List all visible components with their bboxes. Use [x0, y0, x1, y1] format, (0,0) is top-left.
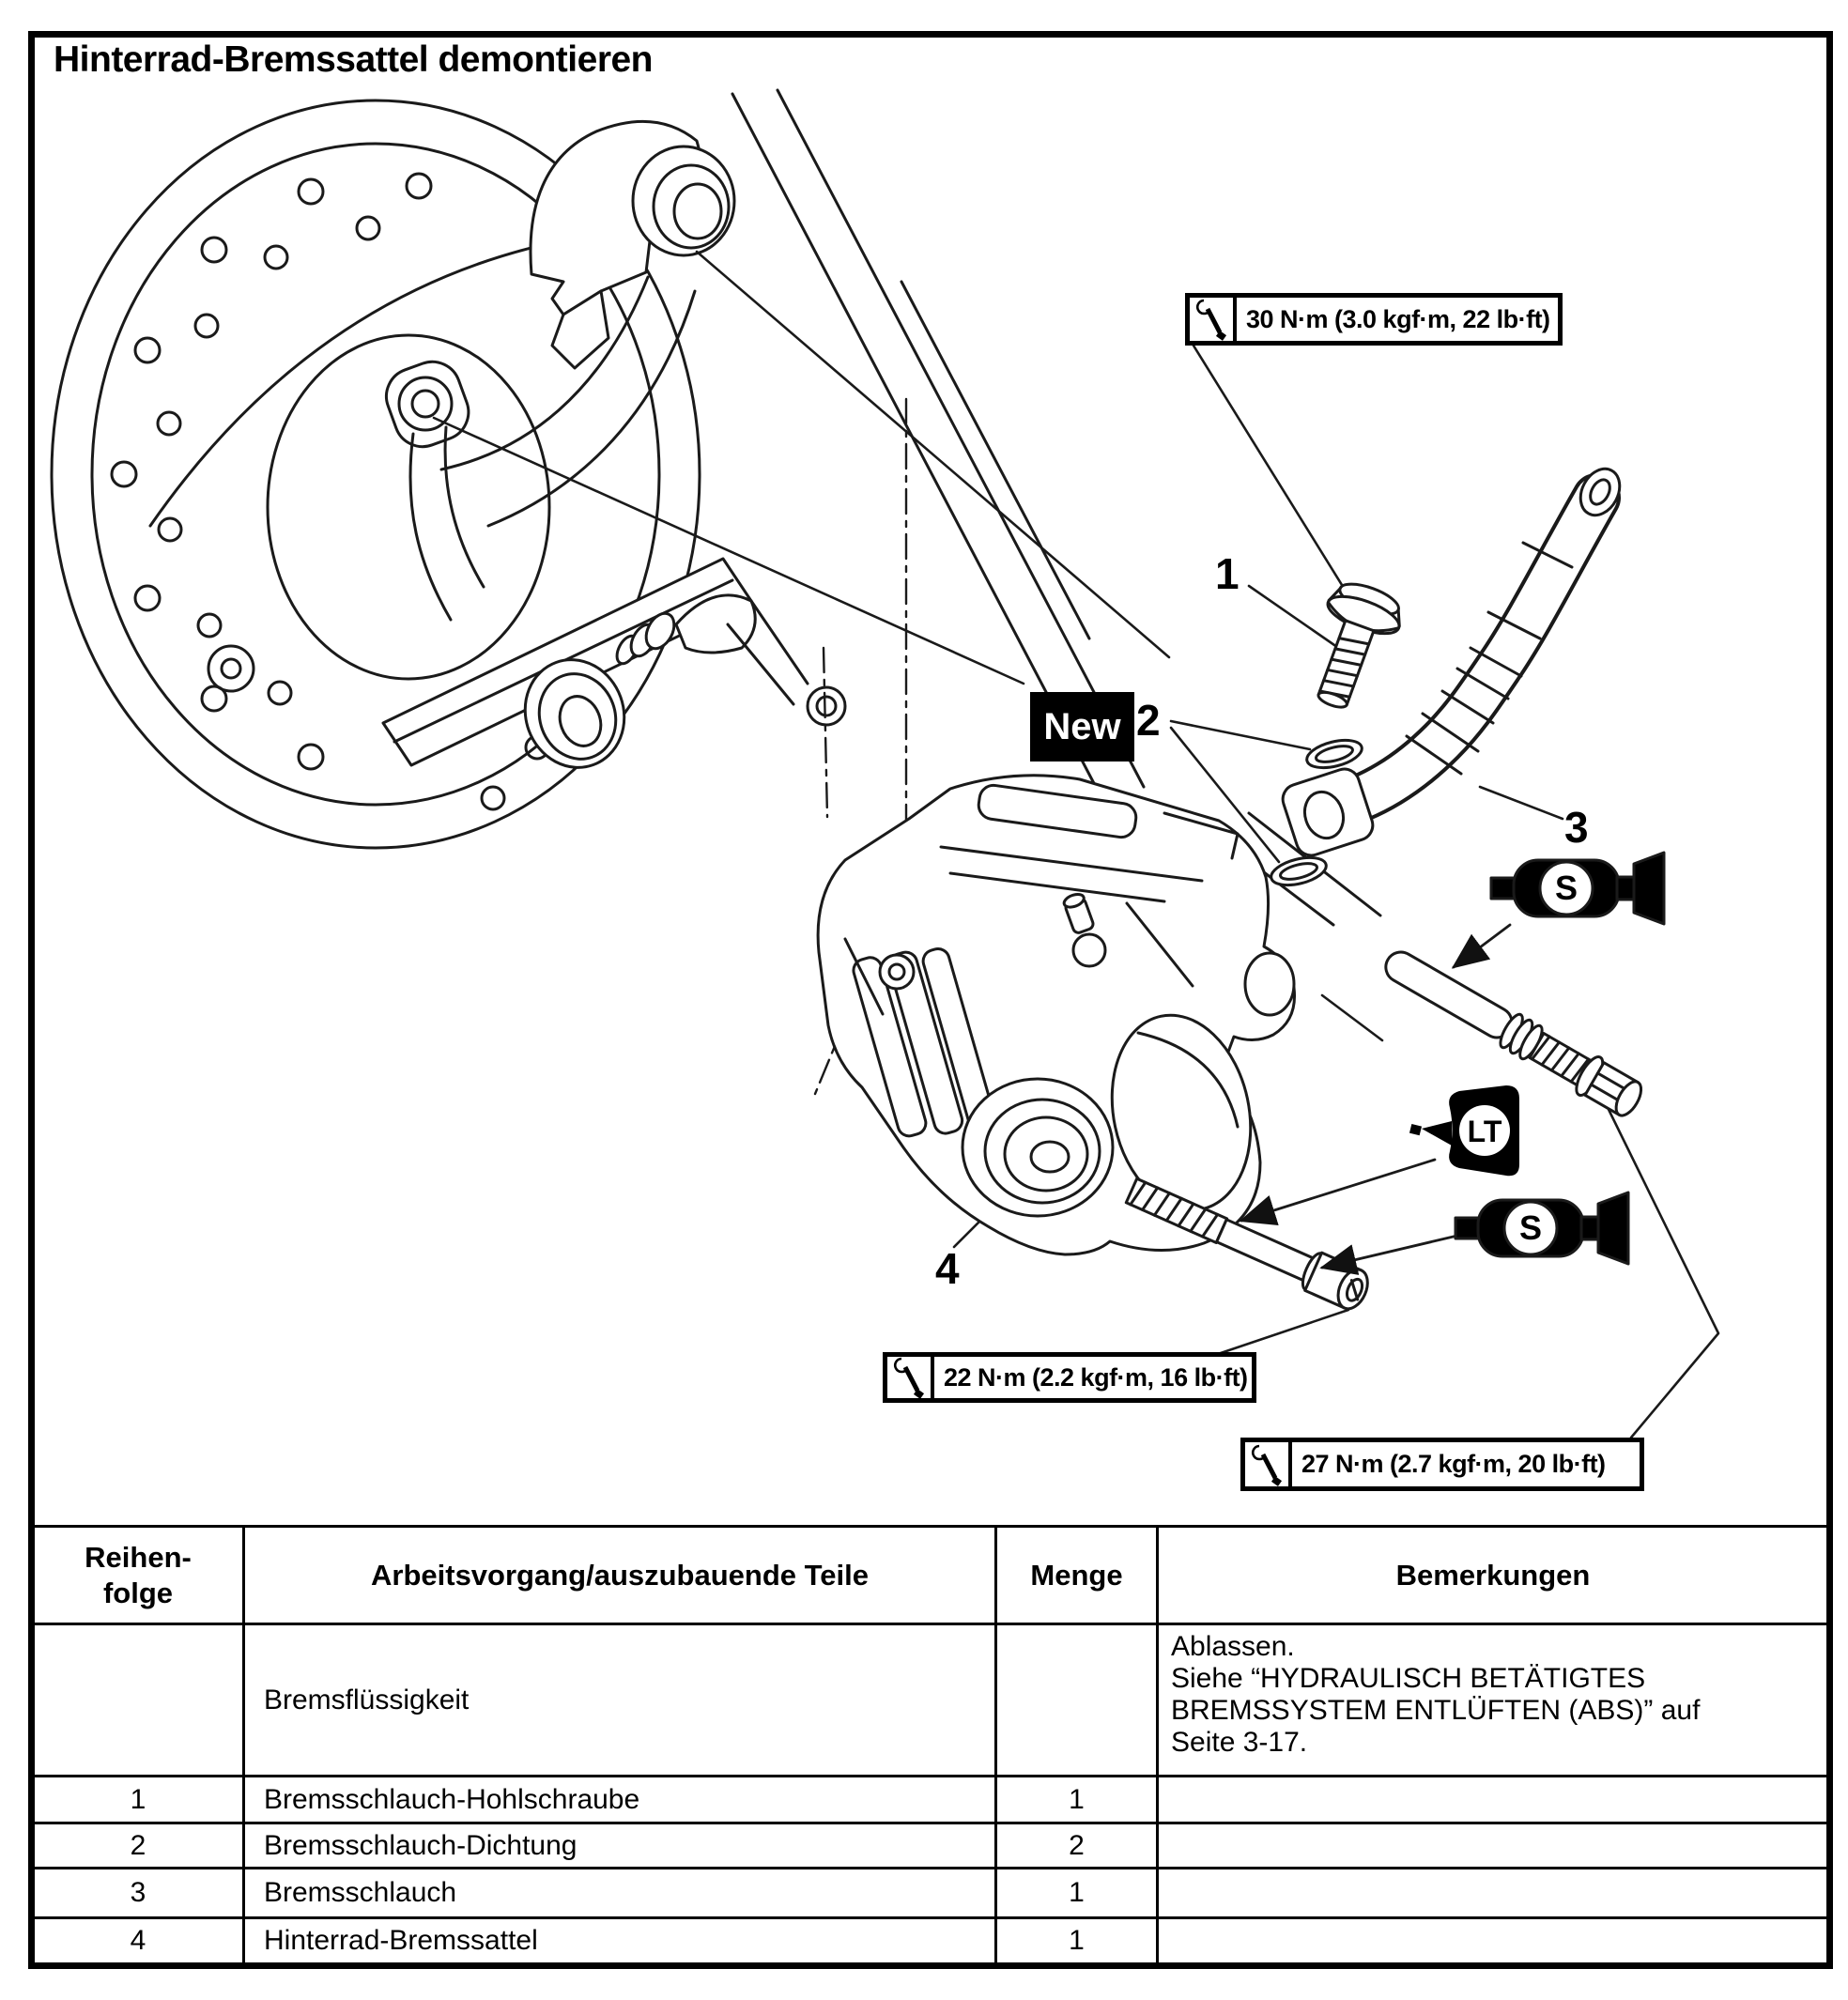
torque-box-22nm	[883, 1352, 1256, 1403]
remarks-cell	[1158, 1823, 1829, 1869]
qty-cell	[996, 1624, 1158, 1777]
grease-letter: S	[1518, 1208, 1543, 1247]
caliper-bracket	[150, 121, 734, 620]
locktite-letters: LT	[1467, 1115, 1502, 1148]
header-quantity: Menge	[996, 1527, 1158, 1624]
table-row	[33, 1777, 1829, 1823]
header-order-line2: folge	[102, 1576, 174, 1609]
order-cell: 4	[33, 1918, 244, 1964]
qty-cell: 1	[996, 1869, 1158, 1918]
part-cell: Bremsschlauch-Dichtung	[244, 1823, 996, 1869]
torque-value: 22 N·m (2.2 kgf·m, 16 lb·ft)	[944, 1362, 1248, 1392]
qty-cell: 2	[996, 1823, 1158, 1869]
part-cell: Bremsschlauch-Hohlschraube	[244, 1777, 996, 1823]
order-cell: 1	[33, 1777, 244, 1823]
order-cell: 2	[33, 1823, 244, 1869]
torque-value: 27 N·m (2.7 kgf·m, 20 lb·ft)	[1301, 1450, 1606, 1478]
torque-box-27nm	[1240, 1438, 1644, 1491]
table-row	[33, 1624, 1829, 1777]
header-order	[33, 1527, 244, 1624]
remarks-cell	[1158, 1777, 1829, 1823]
table-row	[33, 1918, 1829, 1964]
brake-caliper	[818, 776, 1294, 1254]
torque-value: 30 N·m (3.0 kgf·m, 22 lb·ft)	[1246, 304, 1550, 333]
table-row	[33, 1869, 1829, 1918]
qty-cell: 1	[996, 1918, 1158, 1964]
table-row	[33, 1823, 1829, 1869]
part-cell: Bremsschlauch	[244, 1869, 996, 1918]
part-callout-1: 1	[1215, 549, 1240, 598]
part-callout-2: 2	[1136, 696, 1161, 745]
table-header-row	[33, 1527, 1829, 1624]
order-cell: 3	[33, 1869, 244, 1918]
page-title: Hinterrad-Bremssattel demontieren	[54, 39, 654, 80]
header-order-line1: Reihen-	[85, 1540, 192, 1574]
torque-wrench-icon	[1190, 298, 1237, 341]
torque-wrench-icon	[1245, 1442, 1292, 1486]
grease-letter: S	[1554, 869, 1578, 907]
order-cell	[33, 1624, 244, 1777]
part-cell: Hinterrad-Bremssattel	[244, 1918, 996, 1964]
part-callout-3: 3	[1564, 803, 1589, 852]
parts-table	[31, 1525, 1830, 1965]
new-part-badge: New	[1030, 692, 1134, 762]
torque-box-30nm	[1185, 293, 1563, 346]
part-callout-4: 4	[935, 1244, 960, 1293]
silicone-grease-icon-2	[1455, 1192, 1628, 1264]
header-procedure: Arbeitsvorgang/auszubauende Teile	[244, 1527, 996, 1624]
qty-cell: 1	[996, 1777, 1158, 1823]
silicone-grease-icon	[1491, 853, 1664, 924]
banjo-bolt	[1296, 576, 1409, 717]
part-cell: Bremsflüssigkeit	[244, 1624, 996, 1777]
header-remarks: Bemerkungen	[1158, 1527, 1829, 1624]
remarks-cell: Ablassen. Siehe “HYDRAULISCH BETÄTIGTES BREMSSYSTEM ENTLÜFTEN (ABS)” auf Seite 3-17.	[1158, 1624, 1829, 1777]
torque-wrench-icon	[887, 1357, 934, 1398]
remarks-cell	[1158, 1869, 1829, 1918]
remarks-cell	[1158, 1918, 1829, 1964]
